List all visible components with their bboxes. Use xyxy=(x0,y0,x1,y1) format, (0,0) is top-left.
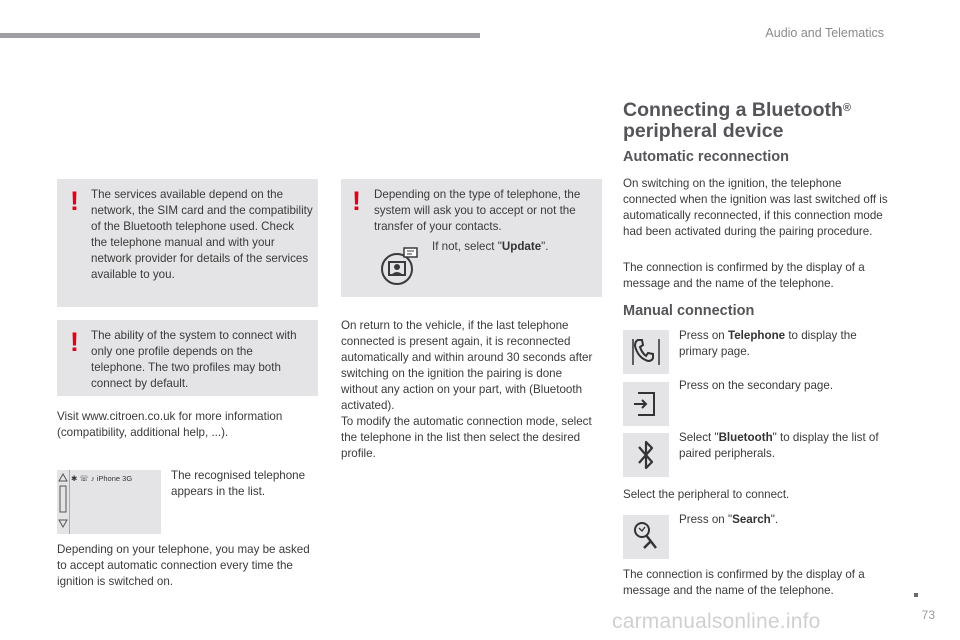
telephone-button-icon xyxy=(623,330,669,374)
bluetooth-icon: ✱ xyxy=(71,474,78,483)
warning-exclamation-icon: ! xyxy=(70,327,79,357)
contacts-transfer-icon xyxy=(377,245,421,287)
auto-reconnection-text: On switching on the ignition, the telephone connected when the ignition was last switched off is automatically reconnected, if this connection mode had been activated during the pairing procedure. xyxy=(623,177,888,238)
phone-list-row xyxy=(71,474,132,483)
bluetooth-label: Bluetooth xyxy=(718,431,773,444)
step-telephone-text: Press on Telephone to display the primary page. xyxy=(679,329,857,358)
bluetooth-icon xyxy=(623,433,669,477)
warning-box-services xyxy=(57,179,318,307)
search-device-icon xyxy=(623,515,669,559)
warning-exclamation-icon: ! xyxy=(70,186,79,216)
visit-info-text: Visit www.citroen.co.uk for more information (compatibility, additional help, ...). xyxy=(57,410,283,439)
page-marker xyxy=(914,593,918,597)
auto-accept-text: Depending on your telephone, you may be asked to accept automatic connection every time the ignition is switched on. xyxy=(57,543,310,588)
modify-mode-text: To modify the automatic connection mode, select the telephone in the list then select the desired profile. xyxy=(341,415,592,460)
warning-box-contacts xyxy=(341,179,602,297)
phone-list-screenshot xyxy=(57,470,161,534)
music-icon: ♪ xyxy=(90,474,95,483)
contacts-icon: ☏ xyxy=(79,474,89,483)
manual-connection-heading: Manual connection xyxy=(623,303,755,319)
step-secondary-text: Press on the secondary page. xyxy=(679,379,834,392)
screen-scroll-strip xyxy=(57,470,70,534)
step-search-text: Press on "Search". xyxy=(679,513,779,526)
select-peripheral-text: Select the peripheral to connect. xyxy=(623,488,790,501)
search-label: Search xyxy=(732,513,771,526)
step-bluetooth-text: Select "Bluetooth" to display the list of paired peripherals. xyxy=(679,431,879,460)
auto-confirm-text: The connection is confirmed by the display of a message and the name of the telephone. xyxy=(623,261,865,290)
page-title: Connecting a Bluetooth® peripheral device xyxy=(623,99,852,142)
phone-name: iPhone 3G xyxy=(96,474,133,483)
page-number: 73 xyxy=(921,608,935,622)
if-not-update-text: If not, select "Update". xyxy=(432,240,549,253)
auto-reconnection-heading: Automatic reconnection xyxy=(623,149,789,165)
return-reconnect-text: On return to the vehicle, if the last telephone connected is present again, it is reconnected automatically and within around 30 seconds after switching on the ignition the pairing is done without any action on your part, with (Bluetooth activated). xyxy=(341,319,593,412)
secondary-page-icon xyxy=(623,382,669,426)
registered-mark: ® xyxy=(842,102,852,114)
warning-text-services: The services available depend on the network, the SIM card and the compatibility of the Bluetooth telephone used. Check the telephone manual and with your network provider for details of the services available to you. xyxy=(91,188,313,281)
scroll-arrows-icon xyxy=(57,470,69,534)
watermark-text: carmanualsonline.info xyxy=(612,610,821,633)
final-confirm-text: The connection is confirmed by the display of a message and the name of the telephone. xyxy=(623,568,865,597)
recognised-phone-text: The recognised telephone appears in the list. xyxy=(171,469,306,498)
warning-box-profiles xyxy=(57,320,318,396)
update-option-label: Update xyxy=(501,240,542,253)
telephone-label: Telephone xyxy=(727,329,786,342)
section-title: Audio and Telematics xyxy=(765,26,884,40)
warning-text-contacts: Depending on the type of telephone, the system will ask you to accept or not the transfer of your contacts. xyxy=(374,188,581,233)
warning-exclamation-icon: ! xyxy=(352,186,361,216)
header-rule xyxy=(0,33,480,38)
warning-text-profiles: The ability of the system to connect with only one profile depends on the telephone. The two profiles may both connect by default. xyxy=(91,329,297,390)
